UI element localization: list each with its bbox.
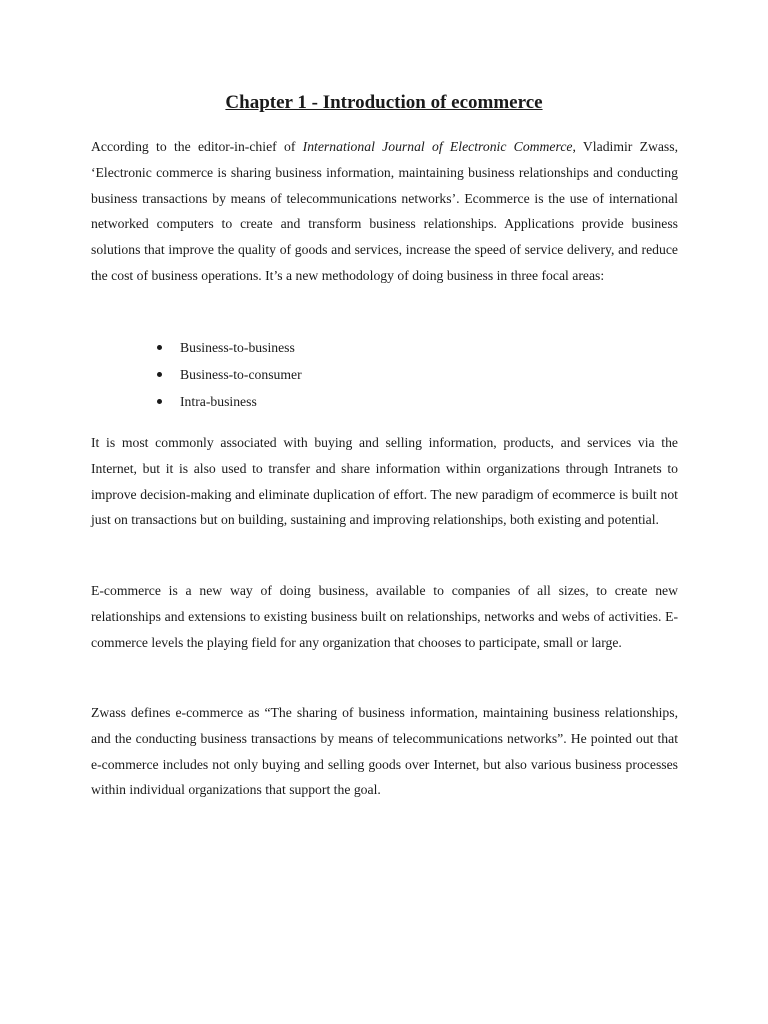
bullet-icon — [157, 372, 162, 377]
list-item — [150, 361, 302, 388]
focal-areas-list — [150, 334, 302, 415]
paragraph-definition-intro: According to the editor-in-chief of — [91, 139, 303, 154]
paragraph-usage: It is most commonly associated with buying and selling information, products, and services via the Internet, but it is also used to transfer and share information within organizations through Intranets to improve decision-making and eliminate duplication of effort. The new paradigm of ecommerce is built not just on transactions but on building, sustaining and improving relationships, both existing and potential. — [91, 435, 678, 528]
journal-name: International Journal of Electronic Commerce — [302, 139, 573, 154]
bullet-icon — [157, 399, 162, 404]
bullet-icon — [157, 345, 162, 350]
paragraph-definition — [91, 134, 678, 289]
chapter-title: Chapter 1 - Introduction of ecommerce — [225, 92, 543, 113]
list-item-label: Business-to-business — [180, 340, 295, 355]
list-item — [150, 388, 302, 415]
list-item-label: Business-to-consumer — [180, 367, 302, 382]
paragraph-definition-body: , Vladimir Zwass, ‘Electronic commerce is sharing business information, maintaining business relationships and conducting business transactions by means of telecommunications networks’. Ecommerce is the use of international networked computers to create and transform business relationships. Applications provide business solutions that improve the quality of goods and services, increase the speed of service delivery, and reduce the cost of business operations. It’s a new methodology of doing business in three focal areas: — [91, 139, 679, 283]
paragraph-zwass-definition: Zwass defines e-commerce as “The sharing of business information, maintaining business relationships, and the conducting business transactions by means of telecommunications networks”. He pointed out that e-commerce includes not only buying and selling goods over Internet, but also various business processes within individual organizations that support the goal. — [91, 705, 678, 798]
list-item — [150, 334, 302, 361]
list-item-label: Intra-business — [180, 394, 257, 409]
paragraph-new-way: E-commerce is a new way of doing business, available to companies of all sizes, to create new relationships and extensions to existing business built on relationships, networks and webs of activities. E-commerce levels the playing field for any organization that chooses to participate, small or large. — [91, 583, 678, 650]
